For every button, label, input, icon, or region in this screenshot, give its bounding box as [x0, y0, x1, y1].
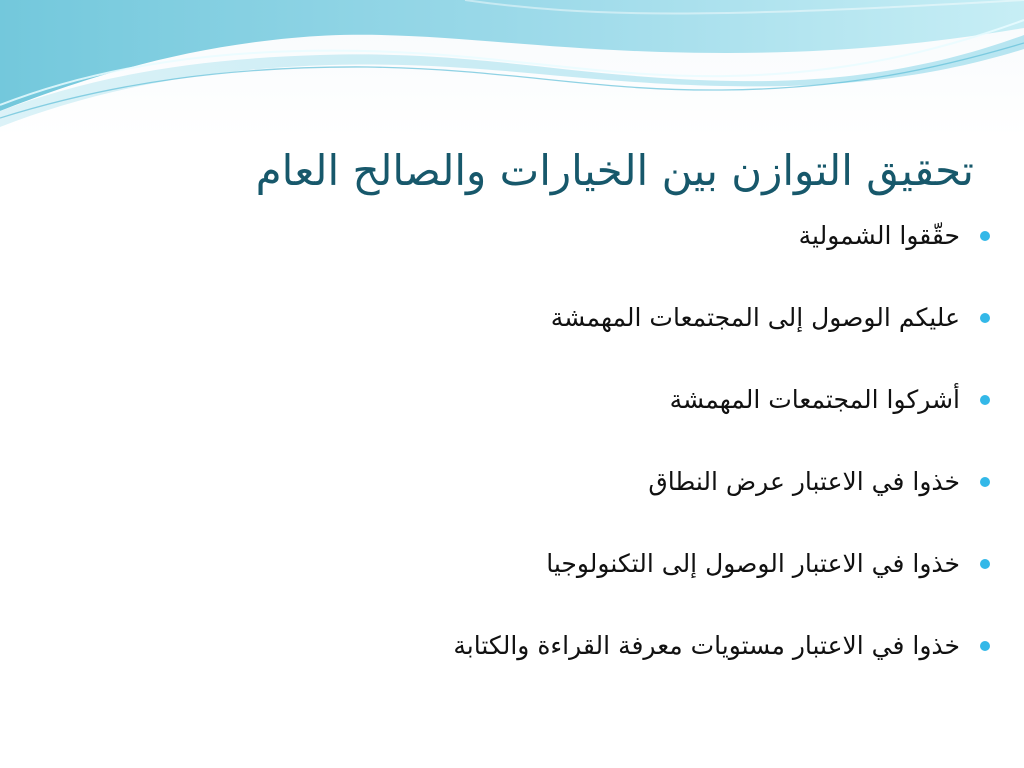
- bullet-item: [60, 628, 960, 710]
- bullet-icon: [980, 559, 990, 569]
- bullet-item: [60, 382, 960, 464]
- slide-title: تحقيق التوازن بين الخيارات والصالح العام: [255, 146, 974, 195]
- bullet-text: خذوا في الاعتبار عرض النطاق: [648, 467, 960, 496]
- bullet-text: خذوا في الاعتبار مستويات معرفة القراءة والكتابة: [453, 631, 960, 660]
- bullet-icon: [980, 395, 990, 405]
- bullet-icon: [980, 641, 990, 651]
- bullet-text: حقّقوا الشمولية: [798, 221, 960, 250]
- bullet-text: عليكم الوصول إلى المجتمعات المهمشة: [550, 303, 960, 332]
- bullet-text: أشركوا المجتمعات المهمشة: [669, 385, 960, 414]
- bullet-item: [60, 300, 960, 382]
- bullet-item: [60, 464, 960, 546]
- bullet-list: [60, 218, 960, 710]
- bullet-icon: [980, 231, 990, 241]
- decorative-wave: [0, 0, 1024, 130]
- bullet-icon: [980, 477, 990, 487]
- bullet-text: خذوا في الاعتبار الوصول إلى التكنولوجيا: [546, 549, 960, 578]
- bullet-item: [60, 546, 960, 628]
- bullet-item: [60, 218, 960, 300]
- bullet-icon: [980, 313, 990, 323]
